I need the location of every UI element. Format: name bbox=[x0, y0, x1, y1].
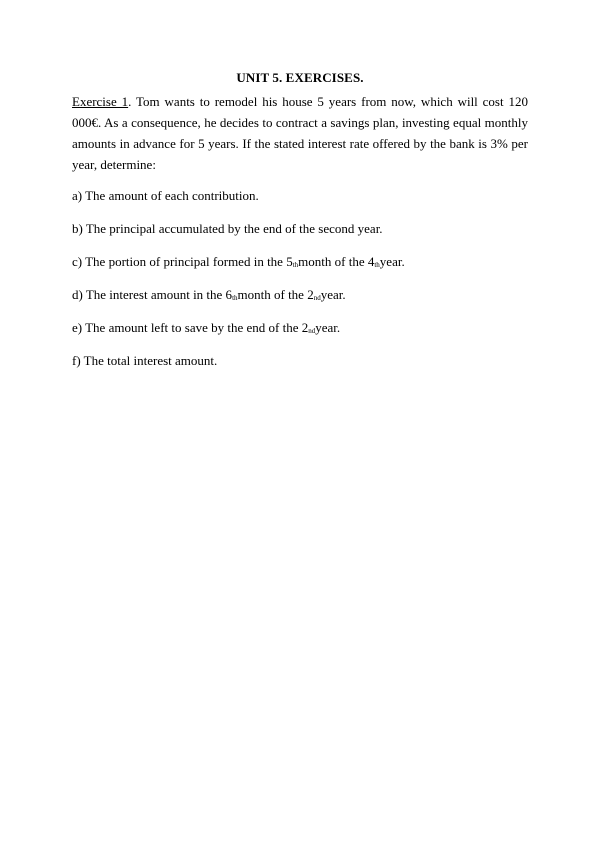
question-e-text-start: e) The amount left to save by the end of the 2 bbox=[72, 320, 309, 335]
question-d-text-middle: month of the 2 bbox=[237, 287, 314, 302]
question-a-text: a) The amount of each contribution. bbox=[72, 188, 259, 203]
ordinal-suffix: nd bbox=[313, 294, 321, 302]
question-c-text-start: c) The portion of principal formed in the 5 bbox=[72, 254, 293, 269]
question-b-text: b) The principal accumulated by the end of the second year. bbox=[72, 221, 383, 236]
question-c-text-middle: month of the 4 bbox=[298, 254, 375, 269]
question-a bbox=[72, 187, 528, 220]
question-e bbox=[72, 319, 528, 352]
ordinal-suffix: th bbox=[292, 261, 299, 269]
question-f bbox=[72, 352, 528, 385]
ordinal-suffix: nd bbox=[308, 327, 316, 335]
question-d-text-end: year. bbox=[320, 287, 346, 302]
question-f-text: f) The total interest amount. bbox=[72, 353, 218, 368]
question-b bbox=[72, 220, 528, 253]
question-list bbox=[72, 187, 528, 385]
ordinal-suffix: th bbox=[232, 294, 238, 302]
exercise-label: Exercise 1 bbox=[72, 94, 129, 109]
page-title: UNIT 5. EXERCISES. bbox=[236, 70, 364, 85]
ordinal-suffix: th bbox=[374, 261, 380, 269]
question-e-text-end: year. bbox=[315, 320, 341, 335]
exercise-statement bbox=[72, 91, 528, 175]
question-d bbox=[72, 286, 528, 319]
exercise-text: . Tom wants to remodel his house 5 years from now, which will cost 120 000€. As a consequence, he decides to contract a savings plan, investing equal monthly amounts in advance for 5 years. If the stated interest rate offered by the bank is 3% per year, determine: bbox=[72, 94, 528, 172]
question-c-text-end: year. bbox=[379, 254, 405, 269]
question-c bbox=[72, 253, 528, 286]
question-d-text-start: d) The interest amount in the 6 bbox=[72, 287, 233, 302]
